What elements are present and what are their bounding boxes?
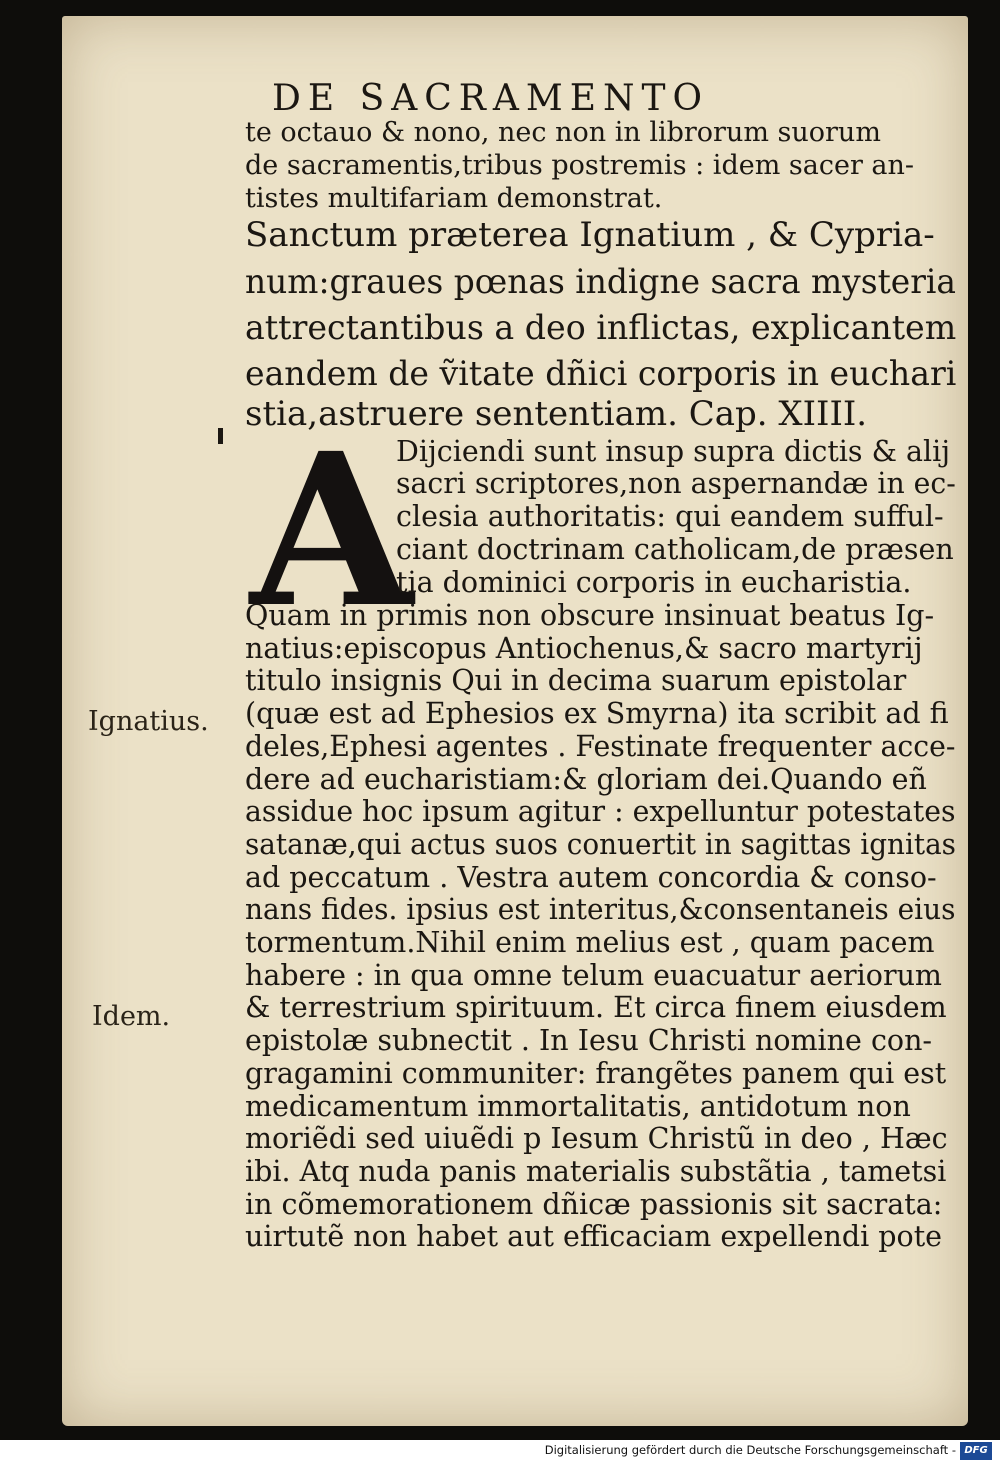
- dfg-logo: DFG: [960, 1442, 992, 1460]
- body-line: tormentum.Nihil enim melius est , quam pacem: [245, 926, 935, 959]
- body-line: gragamini communiter: frangẽtes panem qui est: [245, 1056, 947, 1090]
- body-line: clesia authoritatis: qui eandem sufful-: [396, 500, 944, 533]
- body-line: habere : in qua omne telum euacuatur aeriorum: [245, 958, 942, 992]
- book-page: [62, 16, 968, 1426]
- body-line: tia dominici corporis in eucharistia.: [396, 566, 912, 599]
- footer-bar: [0, 1440, 1000, 1464]
- body-line: & terrestrium spirituum. Et circa finem eiusdem: [245, 991, 947, 1025]
- body-line: ciant doctrinam catholicam,de præsen: [396, 533, 954, 566]
- body-line: epistolæ subnectit . In Iesu Christi nomine con-: [245, 1024, 933, 1058]
- body-line: titulo insignis Qui in decima suarum epistolar: [245, 664, 907, 698]
- chapter-heading-line: stia,astruere sententiam. Cap. XIIII.: [245, 394, 868, 434]
- body-line: natius:episcopus Antiochenus,& sacro martyrij: [245, 631, 923, 665]
- chapter-heading-line: Sanctum præterea Ignatium , & Cypria-: [245, 215, 935, 255]
- body-line: nans fides. ipsius est interitus,&consentaneis eius: [245, 893, 956, 927]
- intro-line: de sacramentis,tribus postremis : idem sacer an-: [245, 150, 915, 181]
- footer-credit: Digitalisierung gefördert durch die Deutsche Forschungsgemeinschaft -: [544, 1443, 956, 1457]
- body-line: Dijciendi sunt insup supra dictis & alij: [396, 435, 951, 468]
- body-line: dere ad eucharistiam:& gloriam dei.Quando eñ: [245, 762, 927, 796]
- ink-mark: [218, 428, 223, 444]
- body-line: ad peccatum . Vestra autem concordia & conso-: [245, 860, 937, 894]
- intro-line: te octauo & nono, nec non in librorum suorum: [245, 117, 881, 148]
- chapter-heading-line: num:graues pœnas indigne sacra mysteria: [245, 262, 957, 302]
- margin-note-idem: Idem.: [92, 1001, 171, 1032]
- body-line: moriẽdi sed uiuẽdi p Iesum Christũ in deo , Hæc: [245, 1122, 948, 1156]
- chapter-heading-line: attrectantibus a deo inflictas, explicantem: [245, 308, 957, 348]
- margin-note-ignatius: Ignatius.: [88, 706, 209, 737]
- body-line: satanæ,qui actus suos conuertit in sagittas ignitas: [245, 827, 956, 861]
- decorated-initial: A: [250, 407, 413, 654]
- body-line: (quæ est ad Ephesios ex Smyrna) ita scribit ad fi: [245, 697, 949, 731]
- running-title: DE SACRAMENTO: [272, 78, 710, 119]
- chapter-heading-line: eandem de ṽitate dñici corporis in euchari: [245, 354, 957, 394]
- body-line: uirtutẽ non habet aut efficaciam expellendi pote: [245, 1220, 943, 1254]
- body-line: ibi. Atq nuda panis materialis substãtia , tametsi: [245, 1154, 947, 1188]
- body-line: medicamentum immortalitatis, antidotum non: [245, 1089, 911, 1123]
- body-line: in cõmemorationem dñicæ passionis sit sacrata:: [245, 1187, 943, 1221]
- body-line: deles,Ephesi agentes . Festinate frequenter acce-: [245, 729, 956, 763]
- body-line: assidue hoc ipsum agitur : expelluntur potestates: [245, 795, 956, 829]
- body-line: Quam in primis non obscure insinuat beatus Ig-: [245, 599, 935, 632]
- body-line: sacri scriptores,non aspernandæ in ec-: [396, 467, 956, 500]
- intro-line: tistes multifariam demonstrat.: [245, 183, 663, 214]
